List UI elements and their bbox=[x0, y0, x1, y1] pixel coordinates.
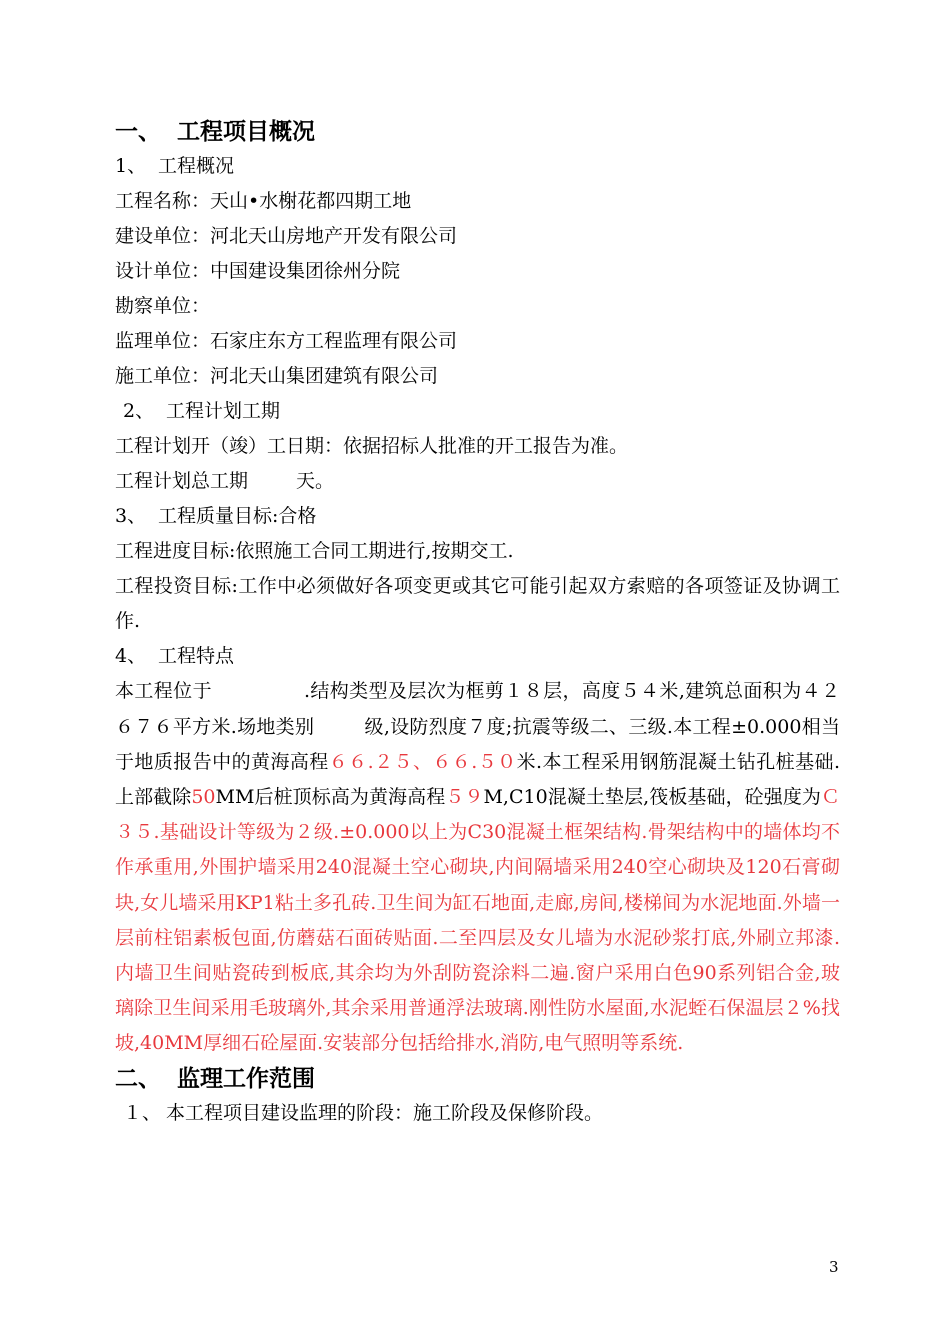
subheading-number: １、 bbox=[123, 1101, 162, 1124]
investment-target-paragraph: 工程投资目标:工作中必须做好各项变更或其它可能引起双方索赔的各项签证及协调工作. bbox=[115, 575, 840, 633]
subheading-1 bbox=[115, 149, 840, 184]
document-body bbox=[115, 115, 840, 1131]
features-text-7: MM后桩顶标高为黄海高程 bbox=[215, 786, 446, 809]
subheading-title: 工程质量目标:合格 bbox=[158, 505, 317, 527]
features-text-9: M,C10混凝土垫层,筏板基础，砼强度为 bbox=[483, 786, 821, 809]
progress-target-line: 工程进度目标:依照施工合同工期进行,按期交工. bbox=[115, 540, 514, 562]
project-name-line: 工程名称：天山•水榭花都四期工地 bbox=[115, 190, 412, 212]
designer-line: 设计单位：中国建设集团徐州分院 bbox=[115, 260, 401, 282]
schedule-dates-line: 工程计划开（竣）工日期：依据招标人批准的开工报告为准。 bbox=[115, 435, 629, 457]
contractor-line: 施工单位：河北天山集团建筑有限公司 bbox=[115, 365, 439, 387]
subheading-number: 4、 bbox=[115, 645, 147, 668]
features-structure-details: Ｃ３５.基础设计等级为２级.±0.000以上为C30混凝土框架结构.骨架结构中的墙体均不作承重用,外围护墙采用240混凝土空心砌块,内间隔墙采用240空心砌块及120石膏砌块,女儿墙采用KP1粘土多孔砖.卫生间为缸石地面,走廊,房间,楼梯间为水泥地面.外墙一层前柱铝素板包面,仿蘑菇石面砖贴面.二至四层及女儿墙为水泥砂浆打底,外刷立邦漆.内墙卫生间贴瓷砖到板底,其余均为外刮防瓷涂料二遍.窗户采用白色90系列铝合金,玻璃除卫生间采用毛玻璃外,其余采用普通浮法玻璃.刚性防水屋面,水泥蛭石保温层２%找坡,40MM厚细石砼屋面.安装部分包括给排水,消防,电气照明等系统. bbox=[115, 786, 840, 1055]
page-number: 3 bbox=[829, 1258, 839, 1276]
features-cut-length: 50 bbox=[191, 786, 216, 809]
subheading-4 bbox=[115, 639, 840, 674]
subheading-number: 3、 bbox=[115, 505, 147, 527]
section-number: 二、 bbox=[115, 1064, 161, 1092]
section-number: 一、 bbox=[115, 118, 161, 145]
subheading-title: 工程概况 bbox=[158, 155, 235, 177]
subheading-3 bbox=[115, 499, 840, 534]
features-text-5: 米.本工程采用钢筋混凝土钻孔桩基础.上部截除 bbox=[115, 750, 840, 809]
features-text-3: 级,设防烈度７度;抗震等级二、三级.本工程±0.000相当于地质报告中的黄海高程 bbox=[115, 715, 840, 773]
section-title: 工程项目概况 bbox=[177, 118, 315, 145]
subheading-2 bbox=[115, 394, 840, 429]
subheading-number: 1、 bbox=[115, 155, 147, 177]
section-heading-2 bbox=[115, 1062, 840, 1096]
schedule-total-prefix: 工程计划总工期 bbox=[115, 470, 249, 492]
section-heading-1 bbox=[115, 115, 840, 149]
features-text-1: 本工程位于 bbox=[115, 680, 212, 703]
survey-line: 勘察单位： bbox=[115, 295, 211, 317]
subheading-number: 2、 bbox=[123, 400, 155, 422]
builder-line: 建设单位：河北天山房地产开发有限公司 bbox=[115, 225, 458, 247]
features-elevation-values: ６６.２５、６６.５０ bbox=[328, 750, 517, 773]
subheading-title: 工程计划工期 bbox=[166, 400, 281, 422]
features-text-2: .结构类型及层次为框剪１８层，高度５４米,建筑总面积为４２６７６平方米.场地类别 bbox=[115, 680, 840, 738]
subheading-title: 本工程项目建设监理的阶段：施工阶段及保修阶段。 bbox=[166, 1101, 604, 1124]
subheading-5 bbox=[115, 1096, 840, 1131]
schedule-total-line bbox=[115, 464, 840, 499]
subheading-title: 工程特点 bbox=[158, 645, 235, 668]
features-pile-elevation: ５９ bbox=[445, 786, 484, 809]
schedule-total-suffix: 天。 bbox=[296, 470, 335, 492]
section-title: 监理工作范围 bbox=[177, 1064, 315, 1092]
features-paragraph bbox=[115, 674, 840, 1061]
supervisor-line: 监理单位：石家庄东方工程监理有限公司 bbox=[115, 330, 458, 352]
